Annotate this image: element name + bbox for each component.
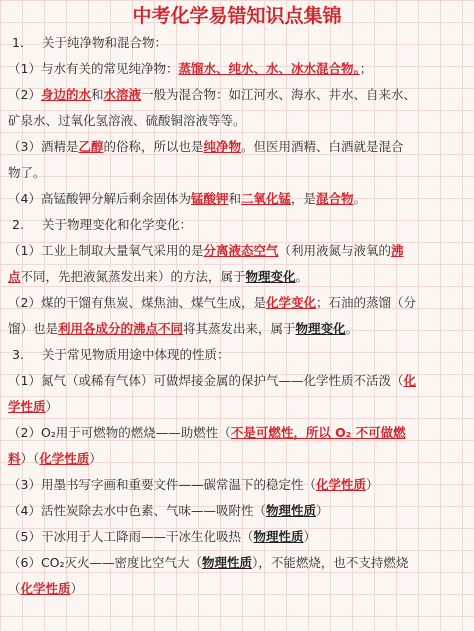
text: ； bbox=[359, 61, 373, 76]
text: ） bbox=[45, 399, 59, 414]
highlight: 二氧化锰 bbox=[241, 191, 292, 206]
highlight: 化学变化 bbox=[265, 295, 316, 310]
text: ）（ bbox=[20, 451, 40, 466]
text: （1）氮气（或稀有气体）可做焊接金属的保护气——化学性质不活泼（ bbox=[8, 373, 404, 388]
highlight: 不是可燃性，所以 O₂ 不可做燃 bbox=[230, 425, 406, 440]
content bbox=[0, 30, 474, 602]
highlight: 物理性质 bbox=[253, 529, 304, 544]
section-number: 2. bbox=[12, 217, 24, 232]
text-line bbox=[8, 498, 466, 524]
text: 。 bbox=[295, 269, 309, 284]
highlight: 物理性质 bbox=[202, 555, 253, 570]
text: 一般为混合物：如江河水、海水、井水、自来水、 bbox=[141, 87, 417, 102]
text-line bbox=[8, 82, 466, 108]
section-1-heading bbox=[8, 30, 466, 56]
section-title: 关于常见物质用途中体现的性质： bbox=[41, 347, 230, 362]
section-number: 3. bbox=[12, 347, 24, 362]
text-line bbox=[8, 472, 466, 498]
highlight: 乙醇 bbox=[78, 139, 104, 154]
text: （利用液氮与液氧的 bbox=[278, 243, 391, 258]
highlight: 蒸馏水、纯水、水、冰水混合物。 bbox=[178, 61, 360, 76]
text: 。 bbox=[353, 191, 367, 206]
highlight: 料 bbox=[8, 451, 21, 466]
text: （2） bbox=[8, 87, 41, 102]
section-number: 1. bbox=[12, 35, 24, 50]
text: ），不能燃烧，也不支持燃烧 bbox=[252, 555, 409, 570]
section-2-heading bbox=[8, 212, 466, 238]
text-line bbox=[8, 576, 466, 602]
text: ） bbox=[315, 503, 329, 518]
highlight: 锰酸钾 bbox=[190, 191, 229, 206]
highlight: 身边的水 bbox=[40, 87, 91, 102]
highlight: 化学性质 bbox=[39, 451, 90, 466]
text: ） bbox=[303, 529, 316, 544]
text: ；石油的蒸馏（分 bbox=[315, 295, 416, 310]
text: （1）工业上制取大量氧气采用的是 bbox=[8, 243, 204, 258]
highlight: 化学性质 bbox=[315, 477, 366, 492]
text: ） bbox=[70, 581, 84, 596]
highlight: 化学性质 bbox=[20, 581, 71, 596]
text: ） bbox=[89, 451, 102, 466]
text-line bbox=[8, 394, 466, 420]
highlight: 物理变化 bbox=[295, 321, 346, 336]
highlight: 沸 bbox=[391, 243, 404, 258]
text: （ bbox=[8, 581, 21, 596]
text: 的俗称，所以也是 bbox=[103, 139, 204, 154]
text: （4）高锰酸钾分解后剩余固体为 bbox=[8, 191, 191, 206]
text-line bbox=[8, 550, 466, 576]
text: （4）活性炭除去水中色素、气味——吸附性（ bbox=[8, 503, 266, 518]
text-line bbox=[8, 264, 466, 290]
section-3-heading bbox=[8, 342, 466, 368]
page-title: 中考化学易错知识点集锦 bbox=[132, 5, 342, 27]
highlight: 利用各成分的沸点不同 bbox=[58, 321, 184, 336]
text-line bbox=[8, 186, 466, 212]
text-line bbox=[8, 290, 466, 316]
text-line bbox=[8, 316, 466, 342]
section-title: 关于纯净物和混合物： bbox=[41, 35, 167, 50]
highlight: 混合物 bbox=[316, 191, 354, 206]
text: 不同，先把液氮蒸发出来）的方法，属于 bbox=[20, 269, 246, 284]
text: （5）干冰用于人工降雨——干冰生化吸热（ bbox=[8, 529, 254, 544]
text: （3）用墨书写字画和重要文件——碳常温下的稳定性（ bbox=[8, 477, 316, 492]
text: 和 bbox=[228, 191, 241, 206]
text-line: 矿泉水、过氧化氢溶液、硫酸铜溶液等等。 bbox=[8, 113, 246, 128]
text-line: 物了。 bbox=[8, 165, 46, 180]
text: 。 bbox=[345, 321, 359, 336]
text: 将其蒸发出来，属于 bbox=[183, 321, 296, 336]
highlight: 分离液态空气 bbox=[203, 243, 279, 258]
text-line bbox=[8, 56, 466, 82]
highlight: 学性质 bbox=[8, 399, 46, 414]
section-title: 关于物理变化和化学变化： bbox=[41, 217, 192, 232]
text: ） bbox=[365, 477, 379, 492]
highlight: 物理性质 bbox=[265, 503, 316, 518]
text: 。但医用酒精、白酒就是混合 bbox=[241, 139, 404, 154]
text-line bbox=[8, 446, 466, 472]
text-line bbox=[8, 524, 466, 550]
highlight: 物理变化 bbox=[245, 269, 296, 284]
text: （6）CO₂灭火——密度比空气大（ bbox=[8, 555, 203, 570]
text: 馏）也是 bbox=[8, 321, 59, 336]
highlight: 水溶液 bbox=[103, 87, 141, 102]
highlight: 点 bbox=[8, 269, 21, 284]
text: ，是 bbox=[291, 191, 317, 206]
text: 和 bbox=[90, 87, 104, 102]
highlight: 纯净物 bbox=[203, 139, 241, 154]
text: （2）O₂用于可燃物的燃烧——助燃性（ bbox=[8, 425, 231, 440]
text-line bbox=[8, 420, 466, 446]
text-line bbox=[8, 238, 466, 264]
text: （2）煤的干馏有焦炭、煤焦油、煤气生成，是 bbox=[8, 295, 266, 310]
highlight: 化 bbox=[403, 373, 416, 388]
text: （1）与水有关的常见纯净物： bbox=[8, 61, 179, 76]
text: （3）酒精是 bbox=[8, 139, 79, 154]
text-line bbox=[8, 368, 466, 394]
text-line bbox=[8, 134, 466, 160]
